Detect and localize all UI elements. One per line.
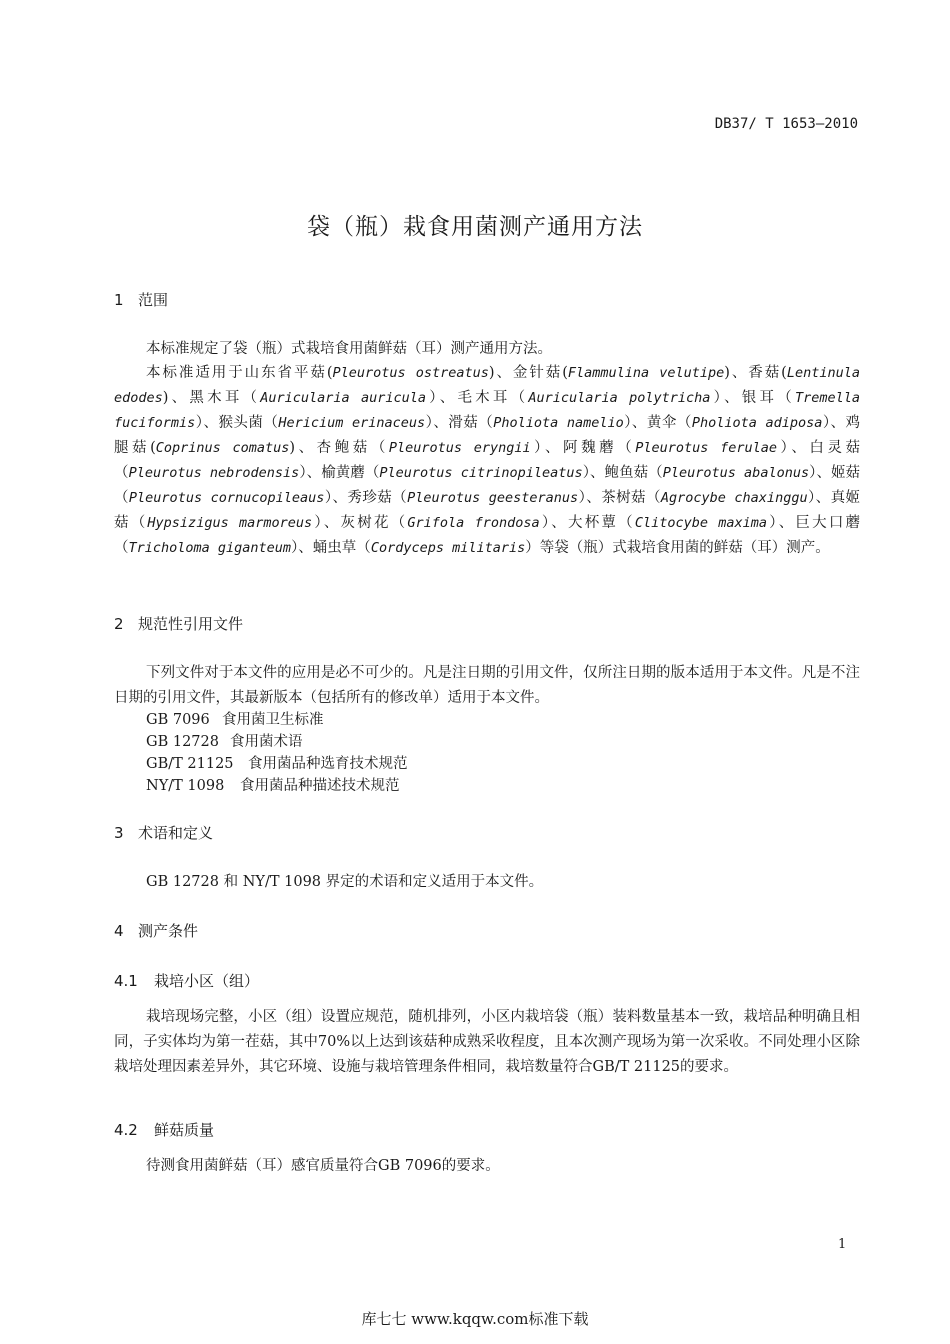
section-title: 范围 xyxy=(138,291,169,309)
text-fragment: ）、毛木耳（ xyxy=(426,390,529,406)
latin-name: Tremella fuciformis xyxy=(114,390,860,431)
text-fragment: ）、阿魏蘑（ xyxy=(530,440,636,456)
latin-name: Auricularia polytricha xyxy=(528,390,711,406)
text-fragment: ）、白灵菇（ xyxy=(114,440,861,481)
text-fragment: ）、茶树菇（ xyxy=(578,490,661,506)
text-fragment: ）、灰树花（ xyxy=(312,515,408,531)
latin-name: Pleurotus citrinopileatus xyxy=(379,465,583,481)
section-title: 规范性引用文件 xyxy=(138,615,244,633)
section-number: 3 xyxy=(114,824,124,842)
section-1-heading xyxy=(114,289,168,310)
section-2-paragraph-1: 下列文件对于本文件的应用是必不可少的。凡是注日期的引用文件，仅所注日期的版本适用于本文件。凡是不注日期的引用文件，其最新版本（包括所有的修改单）适用于本文件。 xyxy=(114,665,860,706)
reference-item xyxy=(146,753,408,775)
latin-name: Pleurotus ostreatus xyxy=(332,365,489,381)
latin-name: Cordyceps militaris xyxy=(370,540,526,556)
page-title: 袋（瓶）栽食用菌测产通用方法 xyxy=(307,214,643,240)
text-fragment: )、香菇( xyxy=(724,365,787,381)
section-title: 栽培小区（组） xyxy=(154,972,260,990)
section-4-2-heading xyxy=(114,1119,214,1140)
latin-name: Pleurotus cornucopileaus xyxy=(128,490,325,506)
section-4-2-paragraph-1: 待测食用菌鲜菇（耳）感官质量符合GB 7096的要求。 xyxy=(146,1158,500,1174)
latin-name: Tricholoma giganteum xyxy=(128,540,292,556)
text-fragment: ）等袋（瓶）式栽培食用菌的鲜菇（耳）测产。 xyxy=(525,540,830,556)
latin-name: Pholiota namelio xyxy=(493,415,624,431)
text-fragment: )、黑木耳（ xyxy=(162,390,261,406)
text-fragment: ）、姬菇（ xyxy=(114,465,861,506)
text-fragment: )、杏鲍菇（ xyxy=(289,440,389,456)
latin-name: Hericium erinaceus xyxy=(278,415,426,431)
footer-watermark: 库七七 www.kqqw.com标准下载 xyxy=(361,1310,589,1328)
section-title: 测产条件 xyxy=(138,922,199,940)
page-number: 1 xyxy=(838,1237,847,1252)
section-4-1-heading xyxy=(114,970,259,991)
text-fragment: ）、鲍鱼菇（ xyxy=(582,465,663,481)
reference-name: 食用菌品种选育技术规范 xyxy=(248,756,408,772)
latin-name: Lentinula edodes xyxy=(114,365,860,406)
text-fragment: 本标准适用于山东省平菇( xyxy=(146,365,333,381)
text-fragment: )、金针菇( xyxy=(488,365,568,381)
section-number: 4.2 xyxy=(114,1121,138,1139)
text-fragment: ）、真姬菇（ xyxy=(114,490,860,531)
reference-name: 食用菌品种描述技术规范 xyxy=(240,778,400,794)
latin-name: Pleurotus ferulae xyxy=(635,440,777,456)
latin-name: Pleurotus nebrodensis xyxy=(128,465,300,481)
reference-item xyxy=(146,731,303,753)
latin-name: Pleurotus eryngii xyxy=(388,440,531,456)
latin-name: Pleurotus abalonus xyxy=(662,465,810,481)
text-fragment: ）、鸡腿菇( xyxy=(114,415,861,456)
document-number: DB37/ T 1653—2010 xyxy=(714,116,858,132)
latin-name: Pleurotus geesteranus xyxy=(407,490,579,506)
section-3-paragraph-1: GB 12728 和 NY/T 1098 界定的术语和定义适用于本文件。 xyxy=(146,874,544,890)
latin-name: Pholiota adiposa xyxy=(691,415,823,431)
reference-code: NY/T 1098 xyxy=(146,778,225,794)
section-4-1-paragraph-1: 栽培现场完整，小区（组）设置应规范，随机排列，小区内栽培袋（瓶）装料数量基本一致，栽培品种明确且相同，子实体均为第一茬菇，其中70%以上达到该菇种成熟采收程度，且本次测产现场为第一次采收。不同处理小区除栽培处理因素差异外，其它环境、设施与栽培管理条件相同，栽培数量符合GB/T 21125的要求。 xyxy=(114,1009,860,1075)
text-fragment: ）、大杯蕈（ xyxy=(539,515,635,531)
text-fragment: ）、榆黄蘑（ xyxy=(299,465,380,481)
section-number: 2 xyxy=(114,615,124,633)
text-fragment: ）、猴头菌（ xyxy=(195,415,279,431)
latin-name: Hypsizigus marmoreus xyxy=(147,515,313,531)
section-title: 术语和定义 xyxy=(138,824,214,842)
latin-name: Coprinus comatus xyxy=(155,440,290,456)
latin-name: Grifola frondosa xyxy=(407,515,540,531)
section-2-heading xyxy=(114,613,243,634)
reference-code: GB 7096 xyxy=(146,712,210,728)
section-1-paragraph-1: 本标准规定了袋（瓶）式栽培食用菌鲜菇（耳）测产通用方法。 xyxy=(146,341,552,357)
section-4-heading xyxy=(114,920,198,941)
reference-name: 食用菌术语 xyxy=(230,734,303,750)
section-number: 4 xyxy=(114,922,124,940)
reference-item xyxy=(146,709,324,731)
text-fragment: ）、秀珍菇（ xyxy=(324,490,408,506)
reference-code: GB/T 21125 xyxy=(146,756,234,772)
latin-name: Auricularia auricula xyxy=(260,390,427,406)
text-fragment: ）、巨大口蘑（ xyxy=(114,515,861,556)
section-number: 4.1 xyxy=(114,972,138,990)
reference-name: 食用菌卫生标准 xyxy=(222,712,324,728)
section-title: 鲜菇质量 xyxy=(154,1121,215,1139)
reference-item xyxy=(146,775,400,797)
text-fragment: ）、滑菇（ xyxy=(425,415,494,431)
section-3-heading xyxy=(114,822,213,843)
section-1-paragraph-2 xyxy=(114,361,860,561)
text-fragment: ）、蛹虫草（ xyxy=(291,540,371,556)
latin-name: Flammulina velutipe xyxy=(567,365,725,381)
section-number: 1 xyxy=(114,291,124,309)
text-fragment: ）、黄伞（ xyxy=(623,415,692,431)
latin-name: Agrocybe chaxinggu xyxy=(660,490,808,506)
text-fragment: ）、银耳（ xyxy=(710,390,795,406)
latin-name: Clitocybe maxima xyxy=(634,515,768,531)
reference-code: GB 12728 xyxy=(146,734,219,750)
